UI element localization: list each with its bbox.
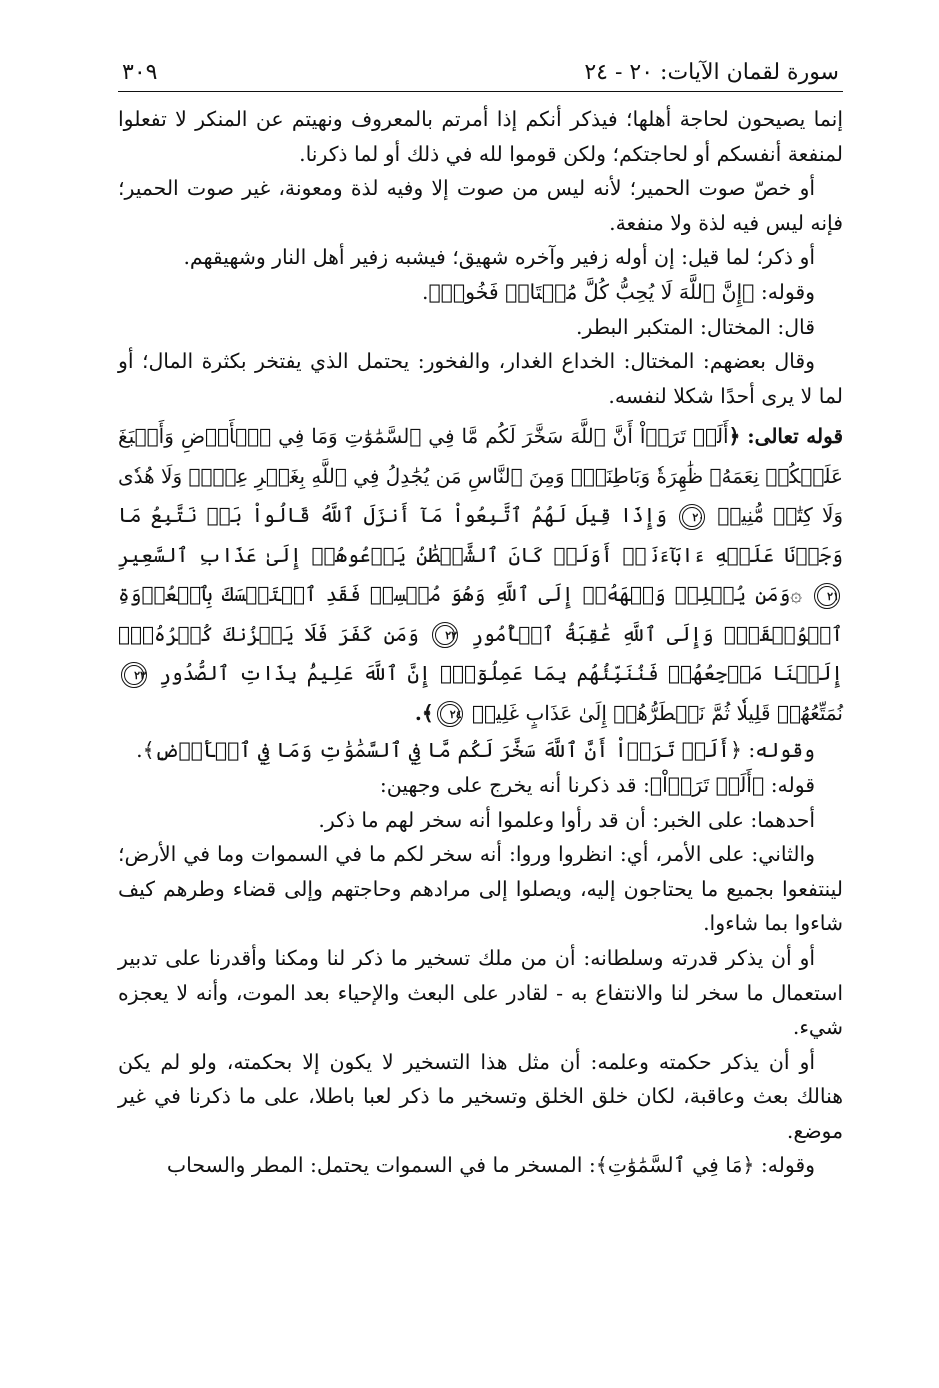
paragraph: أو خصّ صوت الحمير؛ لأنه ليس من صوت إلا وفيه لذة ومعونة، غير صوت الحمير؛ فإنه ليس فيه لذة ولا منفعة. — [118, 176, 843, 235]
page-number: ٣٠٩ — [122, 60, 158, 85]
paragraph: إنما يصيحون لحاجة أهلها؛ فيذكر أنكم إذا أمرتم بالمعروف ونهيتم عن المنكر لا تفعلوا لمنفعة أنفسكم أو لحاجتكم؛ ولكن قوموا لله في ذلك أو لما ذكرنا. — [118, 107, 843, 166]
verse-text: وَإِذَا قِيلَ لَهُمُ ٱتَّبِعُواْ مَآ أَنزَلَ ٱللَّهُ قَالُواْ بَلۡ نَتَّبِعُ مَا وَجَدۡنَا عَلَيۡهِ ءَابَآءَنَآۚ أَوَلَوۡ كَانَ ٱلشَّيۡطَٰنُ يَدۡعُوهُمۡ إِلَىٰ عَذَابِ ٱلسَّعِيرِ — [118, 503, 843, 567]
verse-text: نُمَتِّعُهُمۡ قَلِيلٗا ثُمَّ نَضۡطَرُّهُمۡ إِلَىٰ عَذَابٍ غَلِيظٖ — [471, 700, 843, 725]
paragraph: وقال بعضهم: المختال: الخداع الغدار، والفخور: يحتمل الذي يفتخر بكثرة المال؛ أو لما لا يرى أحدًا شكلا لنفسه. — [118, 349, 843, 408]
verse-intro-label: قوله تعالى: — [747, 424, 843, 449]
ayah-number-marker: ٢٢ — [432, 622, 458, 648]
paragraph: وقوله: ﴿مَا فِي ٱلسَّمَٰوَٰتِ﴾: المسخر ما في السموات يحتمل: المطر والسحاب — [166, 1153, 815, 1178]
paragraph: والثاني: على الأمر، أي: انظروا وروا: أنه سخر لكم ما في السموات وما في الأرض؛ لينتفعوا بجميع ما يحتاجون إليه، ويصلوا إلى مرادهم وحاجتهم وإلى قضاء وطرهم كيف شاءوا بما شاءوا. — [118, 842, 843, 936]
verse-text: ۞وَمَن يُسۡلِمۡ وَجۡهَهُۥٓ إِلَى ٱللَّهِ وَهُوَ مُحۡسِنٞ فَقَدِ ٱسۡتَمۡسَكَ بِٱلۡعُرۡوَةِ ٱلۡوُثۡقَىٰۗ وَإِلَى ٱللَّهِ عَٰقِبَةُ ٱلۡأُمُورِ — [118, 582, 844, 646]
book-page — [118, 52, 843, 1362]
paragraph: وقوله: ﴿إِنَّ ٱللَّهَ لَا يُحِبُّ كُلَّ مُخۡتَالٖ فَخُورٖ﴾. — [421, 279, 815, 304]
paragraph: أو أن يذكر حكمته وعلمه: أن مثل هذا التسخير لا يكون إلا بحكمته، ولو لم يكن هنالك بعث وعاقبة، لكان خلق الخلق وتسخير ما ذكر لعبا باطلا، على ما ذكرنا في غير موضع. — [118, 1049, 843, 1143]
paragraph: أو ذكر؛ لما قيل: إن أوله زفير وآخره شهيق؛ فيشبه زفير أهل النار وشهيقهم. — [183, 245, 815, 270]
ayah-number-marker: ٢٠ — [679, 504, 705, 530]
page-body — [118, 92, 843, 1183]
paragraph: قال: المختال: المتكبر البطر. — [576, 314, 815, 339]
verse-text: وَمَن كَفَرَ فَلَا يَحۡزُنكَ كُفۡرُهُۥٓۚ إِلَيۡنَا مَرۡجِعُهُمۡ فَنُنَبِّئُهُم بِمَا عَمِلُوٓاْۚ إِنَّ ٱللَّهَ عَلِيمُۢ بِذَاتِ ٱلصُّدُورِ — [118, 621, 843, 686]
paragraph: أحدهما: على الخبر: أن قد رأوا وعلموا أنه سخر لهم ما ذكر. — [318, 807, 815, 832]
paragraph: وقوله: ﴿أَلَمۡ تَرَوۡاْ أَنَّ ٱللَّهَ سَخَّرَ لَكُم مَّا فِي ٱلسَّمَٰوَٰتِ وَمَا فِي ٱلۡأَرۡضِ﴾. — [136, 738, 815, 763]
ayah-number-marker: ٢٣ — [121, 662, 147, 688]
paragraph: أو أن يذكر قدرته وسلطانه: أن من ملك تسخير ما ذكر لنا ومكنا وأقدرنا على تدبير استعمال ما سخر لنا والانتفاع به - لقادر على البعث والإحياء بعد الموت، وأنه لا يعجزه شيء. — [118, 945, 843, 1040]
ayah-number-marker: ٢٤ — [437, 701, 463, 727]
verse-text: أَلَمۡ تَرَوۡاْ أَنَّ ٱللَّهَ سَخَّرَ لَكُم مَّا فِي ٱلسَّمَٰوَٰتِ وَمَا فِي ٱلۡأَرۡضِ وَأَسۡبَغَ عَلَيۡكُمۡ نِعَمَهُۥ ظَٰهِرَةٗ وَبَاطِنَةٗۗ وَمِنَ ٱلنَّاسِ مَن يُجَٰدِلُ فِي ٱللَّهِ بِغَيۡرِ عِلۡمٖ وَلَا هُدٗى وَلَا كِتَٰبٖ مُّنِيرٖ — [118, 424, 844, 528]
quran-verses-block — [118, 417, 843, 733]
open-ornate-bracket: ﴿ — [728, 424, 741, 449]
close-ornate-bracket: ﴾. — [414, 700, 434, 725]
page-header — [118, 52, 843, 92]
running-title: سورة لقمان الآيات: ٢٠ - ٢٤ — [584, 60, 839, 85]
paragraph: قوله: ﴿أَلَمۡ تَرَوۡاْ﴾: قد ذكرنا أنه يخرج على وجهين: — [379, 772, 815, 797]
ayah-number-marker: ٢١ — [814, 583, 840, 609]
